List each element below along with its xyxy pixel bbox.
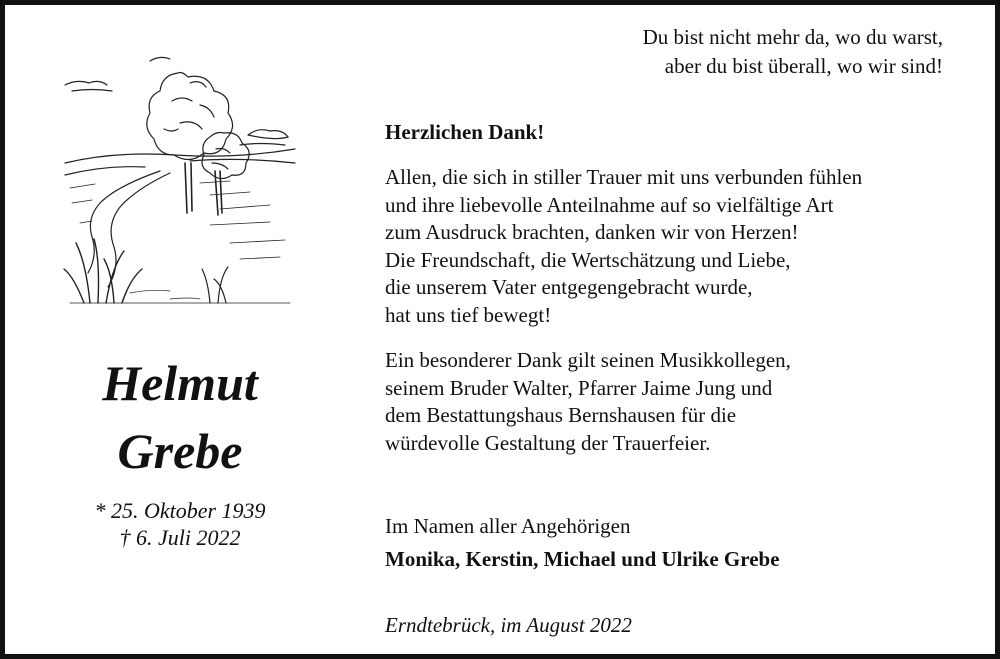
motto-quote	[643, 23, 943, 81]
family-names: Monika, Kerstin, Michael und Ulrike Grebe	[385, 547, 780, 571]
deceased-last-name: Grebe	[117, 423, 243, 479]
thanks-paragraph-2	[385, 347, 791, 457]
paragraph-line: Ein besonderer Dank gilt seinen Musikkollegen,	[385, 348, 791, 372]
deceased-first-name: Helmut	[102, 355, 258, 411]
life-dates	[45, 497, 315, 551]
landscape-tree-drawing	[60, 53, 300, 311]
paragraph-line: würdevolle Gestaltung der Trauerfeier.	[385, 430, 711, 455]
death-date: † 6. Juli 2022	[119, 525, 241, 550]
motto-line: aber du bist überall, wo wir sind!	[664, 54, 943, 78]
motto-line: Du bist nicht mehr da, wo du warst,	[642, 25, 943, 49]
signoff-text: Im Namen aller Angehörigen	[385, 514, 631, 538]
paragraph-line: zum Ausdruck brachten, danken wir von Herzen!	[385, 220, 799, 245]
paragraph-line: Die Freundschaft, die Wertschätzung und Liebe,	[385, 247, 791, 272]
paragraph-line: die unserem Vater entgegengebracht wurde,	[385, 275, 753, 300]
thanks-heading: Herzlichen Dank!	[385, 120, 545, 144]
thanks-paragraph-1	[385, 164, 862, 330]
paragraph-line: Allen, die sich in stiller Trauer mit uns verbunden fühlen	[385, 165, 863, 189]
paragraph-line: seinem Bruder Walter, Pfarrer Jaime Jung und	[385, 375, 773, 400]
paragraph-line: hat uns tief bewegt!	[385, 302, 552, 327]
place-and-date: Erndtebrück, im August 2022	[385, 613, 632, 637]
paragraph-line: und ihre liebevolle Anteilnahme auf so vielfältige Art	[385, 192, 834, 217]
paragraph-line: dem Bestattungshaus Bernshausen für die	[385, 403, 737, 428]
birth-date: * 25. Oktober 1939	[94, 498, 266, 523]
